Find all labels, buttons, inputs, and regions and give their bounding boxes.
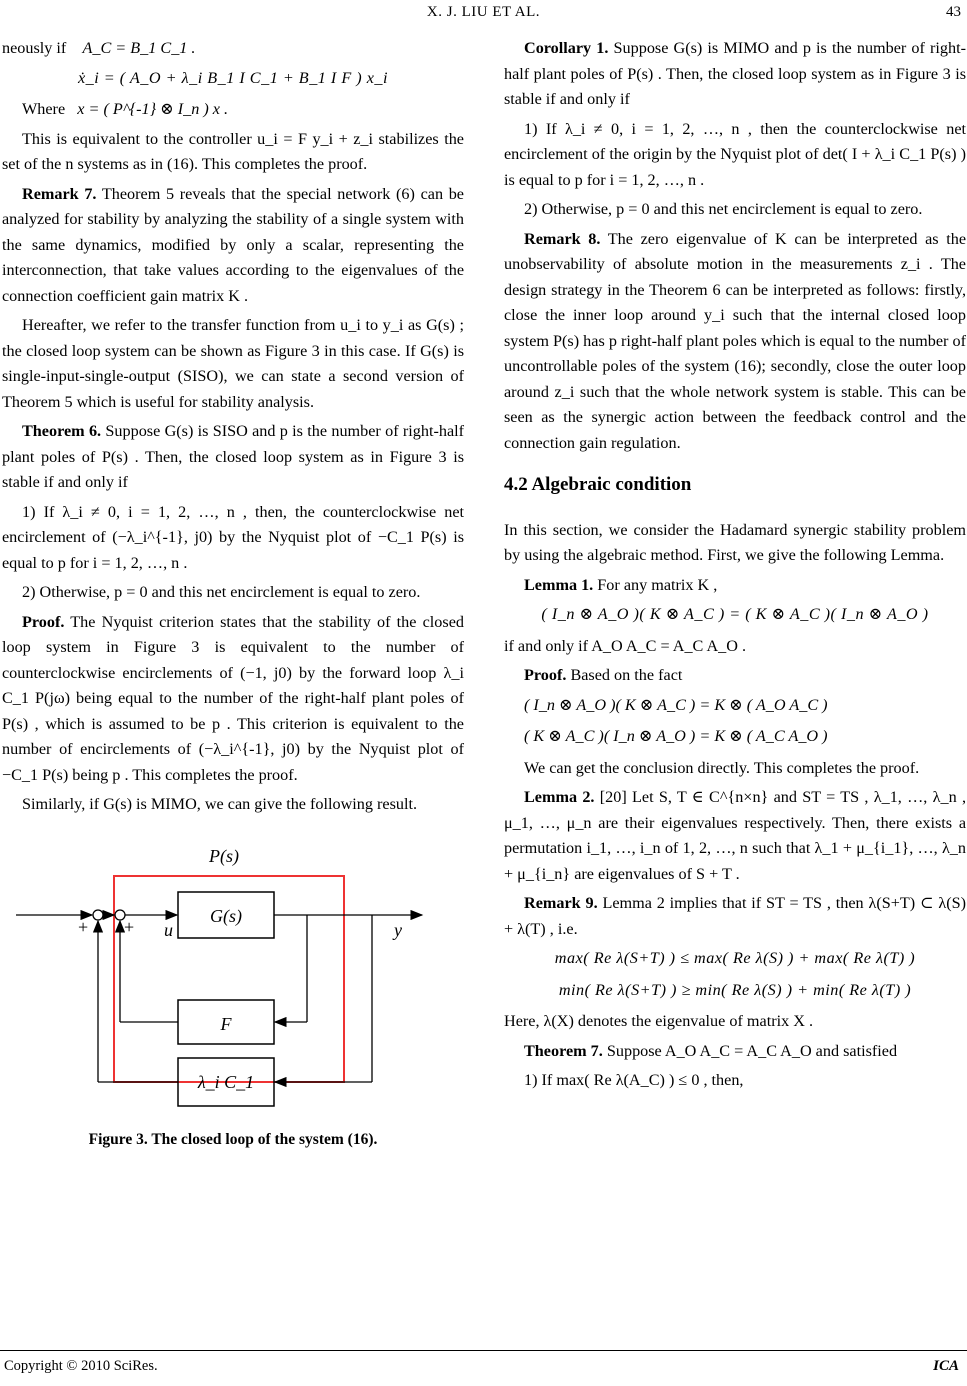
plus-sign-inner: + [124,916,135,937]
proof-lemma-1: Proof. Based on the fact [524,666,683,684]
paragraph-controller: This is equivalent to the controller u_i = F y_i + z_i stabilizes the set of the n systems as in (16). This completes the proof. [2,129,464,173]
plus-sign-outer: + [78,916,89,937]
theorem-7: Theorem 7. Suppose A_O A_C = A_C A_O and satisfied [524,1041,898,1060]
figure-3 [2,832,464,1148]
label-P: P(s) [209,845,239,866]
label-y: y [394,919,402,940]
corollary-1-cond-1: 1) If λ_i ≠ 0, i = 1, 2, …, n , then the counterclockwise net encirclement of the origin by the Nyquist plot of det( I + λ_i C_1 P(s) ) is equal to p for i = 1, 2, …, n . [504,119,966,189]
theorem-6-cond-1: 1) If λ_i ≠ 0, i = 1, 2, …, n , then, the counterclockwise net encirclement of (−λ_i^{-1}, j0) by the Nyquist plot of −C_1 P(s) is equal to p for i = 1, 2, …, n . [2,502,464,572]
equation-min: min( Re λ(S+T) ) ≥ min( Re λ(S) ) + min( Re λ(T) ) [558,980,912,999]
figure-caption: Figure 3. The closed loop of the system (16). [88,1131,378,1148]
label-F: F [220,1013,232,1034]
remark-9: Remark 9. Lemma 2 implies that if ST = TS , then λ(S+T) ⊂ λ(S) + λ(T) , i.e. [504,894,966,938]
corollary-1: Corollary 1. Suppose G(s) is MIMO and p is the number of right-half plant poles of P(s) . Then, the closed loop system as in Figure 3 is stable if and only if [504,39,966,108]
block-diagram [2,832,464,1117]
theorem-6: Theorem 6. Suppose G(s) is SISO and p is the number of right-half plant poles of P(s) . Then, the closed loop system as in Figure 3 is stable if and only if [2,422,465,491]
equation-lemma-1: ( I_n ⊗ A_O )( K ⊗ A_C ) = ( K ⊗ A_C )( I_n ⊗ A_O ) [541,605,929,623]
right-column [504,36,966,1098]
equation-proof-2: ( K ⊗ A_C )( I_n ⊗ A_O ) = K ⊗ ( A_C A_O ) [524,727,828,745]
journal-name: ICA [933,1358,959,1374]
paragraph-transfer: Hereafter, we refer to the transfer function from u_i to y_i as G(s) ; the closed loop system can be shown as Figure 3 in this case. If G(s) is single-input-single-output (SISO), we can state a second version of Theorem 5 which is useful for stability analysis. [2,316,464,411]
theorem-7-cond-1: 1) If max( Re λ(A_C) ) ≤ 0 , then, [524,1071,744,1089]
theorem-6-cond-2: 2) Otherwise, p = 0 and this net encirclement is equal to zero. [22,583,421,601]
label-lambda-C: λ_i C_1 [197,1071,255,1092]
proof-conclusion: We can get the conclusion directly. This completes the proof. [524,758,920,777]
label-u: u [164,919,173,940]
equation-proof-1: ( I_n ⊗ A_O )( K ⊗ A_C ) = K ⊗ ( A_O A_C ) [524,695,828,714]
iff-line: if and only if A_O A_C = A_C A_O . [504,636,747,655]
equation-max: max( Re λ(S+T) ) ≤ max( Re λ(S) ) + max( Re λ(T) ) [554,949,916,967]
section-heading: 4.2 Algebraic condition [504,474,692,495]
sum-junction-outer [93,910,103,920]
here-line: Here, λ(X) denotes the eigenvalue of matrix X . [504,1012,814,1030]
lemma-2: Lemma 2. [20] Let S, T ∈ C^{n×n} and ST = TS , λ_1, …, λ_n , μ_1, …, μ_n are their eigenvalues respectively. Then, there exists a permutation i_1, …, i_n of 1, 2, …, n such that λ_1 + μ_{i_1}, …, λ_n + μ_{i_n} are eigenvalues of S + T . [504,788,966,883]
where-line: Where x = ( P^{-1} ⊗ I_n ) x . [22,100,229,118]
paragraph-mimo: Similarly, if G(s) is MIMO, we can give the following result. [22,795,418,813]
page-number: 43 [946,4,961,20]
paragraph-continuation: neously if A_C = B_1 C_1 . [2,39,196,57]
equation-where: x = ( P^{-1} ⊗ I_n ) x . [77,100,229,118]
remark-8: Remark 8. The zero eigenvalue of K can be interpreted as the unobservability of absolute motion in the measurements z_i . The design strategy in the Theorem 6 can be interpreted as follows: firstly, close the inner loop around y_i such that the internal closed loop system P(s) has p right-half plant poles which is equal to the number of uncontrollable poles of the system (16); secondly, close the outer loop around z_i such that the whole network system is stable. This can be seen as the synergic action between the feedback control and the connection gain regulation. [504,229,967,452]
footer-rule [0,1350,967,1351]
remark-7: Remark 7. Theorem 5 reveals that the special network (6) can be analyzed for stability by analyzing the stability of a single system with the same dynamics, modified by only a scalar, representing the interconnection, that take values according to the eigenvalues of the connection coefficient gain matrix K . [2,184,464,305]
lemma-1: Lemma 1. For any matrix K , [524,575,718,594]
left-column [2,36,465,1148]
equation-ac: A_C = B_1 C_1 . [82,39,196,57]
paragraph-section-intro: In this section, we consider the Hadamard synergic stability problem by using the algebraic method. First, we give the following Lemma. [504,520,966,564]
proof-theorem-6: Proof. The Nyquist criterion states that the stability of the closed loop system in Figure 3 is equivalent to the number of counterclockwise encirclements of (−1, j0) by the forward loop λ_i C_1 P(jω) being equal to the number of the right-half plant poles of P(s) , which is assumed to be p . This criterion is equivalent to the number of encirclements of (−λ_i^{-1}, j0) by the Nyquist plot of −C_1 P(s) being p . This completes the proof. [2,612,464,784]
corollary-1-cond-2: 2) Otherwise, p = 0 and this net encirclement is equal to zero. [524,200,923,218]
equation-state: ẋ_i = ( A_O + λ_i B_1 I C_1 + B_1 I F ) x_i [77,68,389,87]
running-head: X. J. LIU ET AL. [426,4,541,20]
label-G: G(s) [210,905,242,926]
copyright: Copyright © 2010 SciRes. [4,1358,158,1374]
